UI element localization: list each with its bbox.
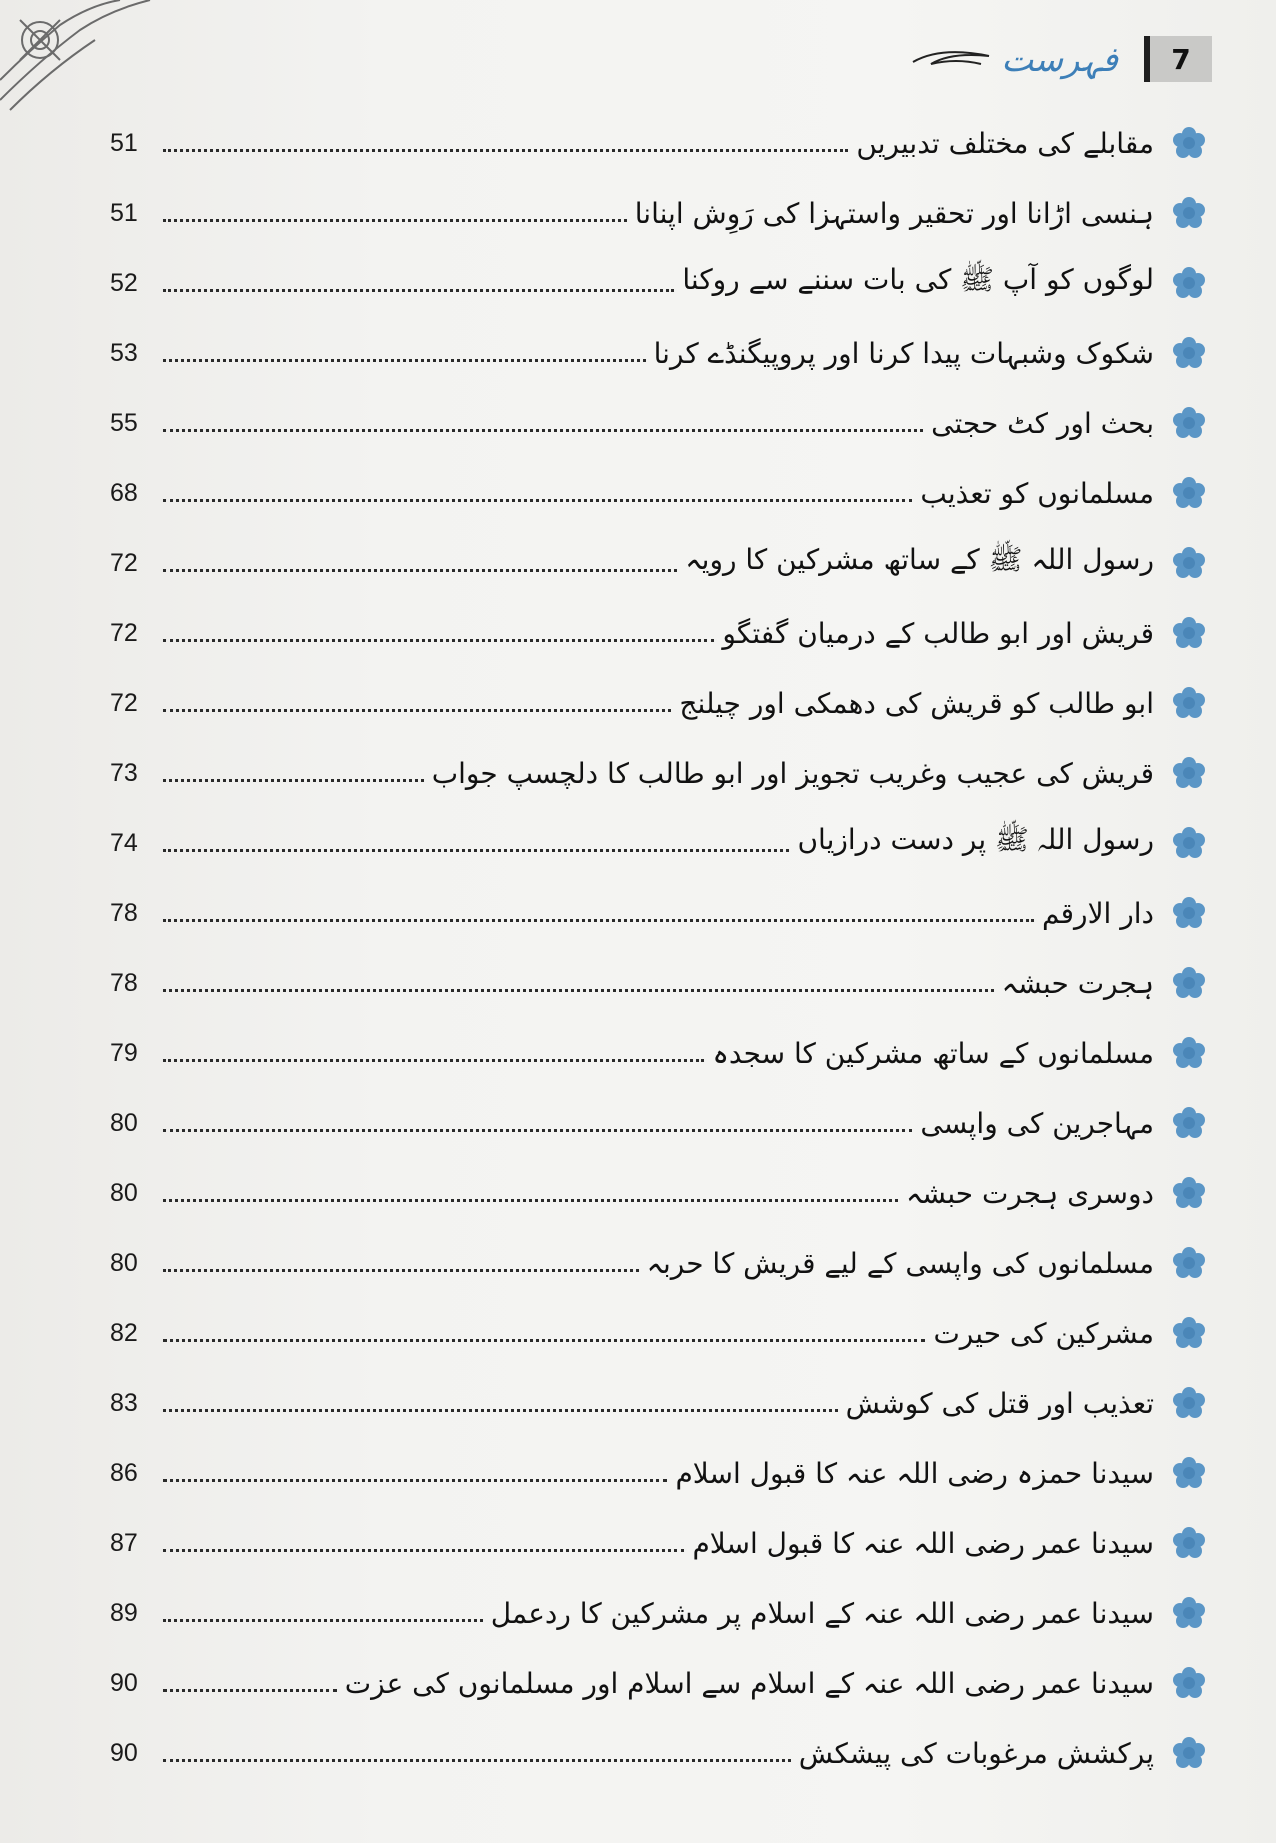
toc-entry-title: مقابلے کی مختلف تدبیریں bbox=[856, 126, 1154, 160]
toc-entry-title: مسلمانوں کو تعذیب bbox=[920, 476, 1154, 510]
toc-page-number: 74 bbox=[110, 828, 138, 857]
toc-page-number: 87 bbox=[110, 1528, 138, 1557]
toc-row[interactable] bbox=[110, 178, 1206, 248]
flower-bullet-icon bbox=[1172, 126, 1206, 160]
toc-row[interactable] bbox=[110, 458, 1206, 528]
toc-row[interactable] bbox=[110, 808, 1206, 878]
toc-leader-dots bbox=[163, 1409, 838, 1412]
toc-entry-title: ابو طالب کو قریش کی دھمکی اور چیلنج bbox=[679, 686, 1154, 720]
toc-row[interactable] bbox=[110, 1228, 1206, 1298]
toc-row[interactable] bbox=[110, 1368, 1206, 1438]
toc-page-number: 82 bbox=[110, 1318, 138, 1347]
flower-bullet-icon bbox=[1172, 1036, 1206, 1070]
flower-bullet-icon bbox=[1172, 266, 1206, 300]
page-number: 7 bbox=[1144, 36, 1212, 82]
toc-entry-title: ہنسی اڑانا اور تحقیر واستہزا کی رَوِش اپنانا bbox=[634, 196, 1154, 230]
toc-leader-dots bbox=[163, 779, 424, 782]
toc-leader-dots bbox=[163, 1199, 898, 1202]
toc-leader-dots bbox=[163, 149, 848, 152]
toc-row[interactable] bbox=[110, 738, 1206, 808]
toc-entry-title: پرکشش مرغوبات کی پیشکش bbox=[798, 1736, 1154, 1770]
toc-page-number: 80 bbox=[110, 1108, 138, 1137]
toc-page-number: 80 bbox=[110, 1248, 138, 1277]
toc-page-number: 51 bbox=[110, 198, 138, 227]
toc-entry-title: لوگوں کو آپ ﷺ کی بات سننے سے روکنا bbox=[682, 263, 1154, 296]
flower-bullet-icon bbox=[1172, 476, 1206, 510]
toc-leader-dots bbox=[163, 1549, 684, 1552]
toc-leader-dots bbox=[163, 289, 674, 292]
toc-page-number: 80 bbox=[110, 1178, 138, 1207]
toc-entry-title: بحث اور کٹ حجتی bbox=[931, 406, 1154, 440]
toc-row[interactable] bbox=[110, 598, 1206, 668]
toc-entry-title: رسول اللہ ﷺ پر دست درازیاں bbox=[797, 823, 1154, 856]
toc-entry-title: سیدنا حمزہ رضی اللہ عنہ کا قبول اسلام bbox=[675, 1456, 1154, 1490]
toc-entry-title: قریش اور ابو طالب کے درمیان گفتگو bbox=[722, 616, 1154, 650]
toc-row[interactable] bbox=[110, 1578, 1206, 1648]
toc-row[interactable] bbox=[110, 388, 1206, 458]
corner-ornament-icon bbox=[0, 0, 170, 120]
toc-page-number: 83 bbox=[110, 1388, 138, 1417]
flower-bullet-icon bbox=[1172, 1456, 1206, 1490]
toc-entry-title: تعذیب اور قتل کی کوشش bbox=[845, 1386, 1154, 1420]
toc-row[interactable] bbox=[110, 528, 1206, 598]
flower-bullet-icon bbox=[1172, 1316, 1206, 1350]
toc-leader-dots bbox=[163, 569, 677, 572]
toc-row[interactable] bbox=[110, 1438, 1206, 1508]
toc-leader-dots bbox=[163, 359, 646, 362]
flower-bullet-icon bbox=[1172, 546, 1206, 580]
toc-row[interactable] bbox=[110, 1088, 1206, 1158]
toc-row[interactable] bbox=[110, 878, 1206, 948]
toc-page-number: 90 bbox=[110, 1668, 138, 1697]
toc-leader-dots bbox=[163, 1269, 639, 1272]
flower-bullet-icon bbox=[1172, 406, 1206, 440]
flower-bullet-icon bbox=[1172, 756, 1206, 790]
toc-row[interactable] bbox=[110, 1158, 1206, 1228]
toc-entry-title: مشرکین کی حیرت bbox=[933, 1316, 1154, 1350]
table-of-contents bbox=[110, 108, 1206, 1788]
toc-entry-title: مہاجرین کی واپسی bbox=[920, 1106, 1154, 1140]
flower-bullet-icon bbox=[1172, 1596, 1206, 1630]
flower-bullet-icon bbox=[1172, 196, 1206, 230]
toc-page-number: 51 bbox=[110, 128, 138, 157]
toc-leader-dots bbox=[163, 639, 714, 642]
flower-bullet-icon bbox=[1172, 826, 1206, 860]
toc-leader-dots bbox=[163, 709, 671, 712]
toc-page-number: 55 bbox=[110, 408, 138, 437]
swash-ornament-icon bbox=[911, 44, 991, 74]
flower-bullet-icon bbox=[1172, 1666, 1206, 1700]
toc-leader-dots bbox=[163, 499, 912, 502]
flower-bullet-icon bbox=[1172, 1106, 1206, 1140]
toc-entry-title: دار الارقم bbox=[1042, 896, 1154, 930]
toc-page-number: 72 bbox=[110, 688, 138, 717]
toc-page-number: 52 bbox=[110, 268, 138, 297]
flower-bullet-icon bbox=[1172, 1176, 1206, 1210]
toc-row[interactable] bbox=[110, 1018, 1206, 1088]
toc-page-number: 72 bbox=[110, 548, 138, 577]
toc-leader-dots bbox=[163, 219, 627, 222]
toc-row[interactable] bbox=[110, 1298, 1206, 1368]
toc-page-number: 72 bbox=[110, 618, 138, 647]
toc-page-number: 86 bbox=[110, 1458, 138, 1487]
toc-entry-title: قریش کی عجیب وغریب تجویز اور ابو طالب کا دلچسپ جواب bbox=[431, 756, 1154, 790]
toc-row[interactable] bbox=[110, 108, 1206, 178]
toc-leader-dots bbox=[163, 429, 923, 432]
toc-leader-dots bbox=[163, 849, 789, 852]
toc-entry-title: شکوک وشبہات پیدا کرنا اور پروپیگنڈے کرنا bbox=[653, 336, 1154, 370]
flower-bullet-icon bbox=[1172, 896, 1206, 930]
toc-leader-dots bbox=[163, 1759, 791, 1762]
toc-row[interactable] bbox=[110, 1508, 1206, 1578]
toc-page-number: 79 bbox=[110, 1038, 138, 1067]
toc-leader-dots bbox=[163, 989, 994, 992]
toc-leader-dots bbox=[163, 1689, 337, 1692]
toc-leader-dots bbox=[163, 1619, 483, 1622]
toc-leader-dots bbox=[163, 1339, 925, 1342]
toc-page-number: 78 bbox=[110, 898, 138, 927]
toc-row[interactable] bbox=[110, 1648, 1206, 1718]
flower-bullet-icon bbox=[1172, 336, 1206, 370]
flower-bullet-icon bbox=[1172, 1246, 1206, 1280]
toc-page-number: 53 bbox=[110, 338, 138, 367]
toc-page-number: 78 bbox=[110, 968, 138, 997]
toc-row[interactable] bbox=[110, 1718, 1206, 1788]
toc-page-number: 90 bbox=[110, 1738, 138, 1767]
toc-entry-title: سیدنا عمر رضی اللہ عنہ کے اسلام سے اسلام اور مسلمانوں کی عزت bbox=[344, 1666, 1154, 1700]
toc-row[interactable] bbox=[110, 668, 1206, 738]
toc-entry-title: رسول اللہ ﷺ کے ساتھ مشرکین کا رویہ bbox=[685, 543, 1154, 576]
toc-row[interactable] bbox=[110, 248, 1206, 318]
toc-entry-title: سیدنا عمر رضی اللہ عنہ کے اسلام پر مشرکین کا ردعمل bbox=[490, 1596, 1154, 1630]
toc-page-number: 68 bbox=[110, 478, 138, 507]
flower-bullet-icon bbox=[1172, 616, 1206, 650]
toc-row[interactable] bbox=[110, 318, 1206, 388]
toc-page-number: 89 bbox=[110, 1598, 138, 1627]
toc-entry-title: مسلمانوں کے ساتھ مشرکین کا سجدہ bbox=[712, 1036, 1154, 1070]
flower-bullet-icon bbox=[1172, 1526, 1206, 1560]
toc-page-number: 73 bbox=[110, 758, 138, 787]
toc-entry-title: ہجرت حبشہ bbox=[1001, 966, 1154, 1000]
page-header bbox=[911, 36, 1212, 82]
toc-entry-title: سیدنا عمر رضی اللہ عنہ کا قبول اسلام bbox=[692, 1526, 1154, 1560]
flower-bullet-icon bbox=[1172, 1736, 1206, 1770]
toc-leader-dots bbox=[163, 1129, 912, 1132]
header-title: فہرست bbox=[1001, 39, 1118, 80]
toc-entry-title: مسلمانوں کی واپسی کے لیے قریش کا حربہ bbox=[646, 1246, 1154, 1280]
toc-row[interactable] bbox=[110, 948, 1206, 1018]
flower-bullet-icon bbox=[1172, 966, 1206, 1000]
toc-leader-dots bbox=[163, 919, 1034, 922]
toc-leader-dots bbox=[163, 1059, 704, 1062]
flower-bullet-icon bbox=[1172, 686, 1206, 720]
flower-bullet-icon bbox=[1172, 1386, 1206, 1420]
toc-leader-dots bbox=[163, 1479, 667, 1482]
toc-entry-title: دوسری ہجرت حبشہ bbox=[905, 1176, 1154, 1210]
